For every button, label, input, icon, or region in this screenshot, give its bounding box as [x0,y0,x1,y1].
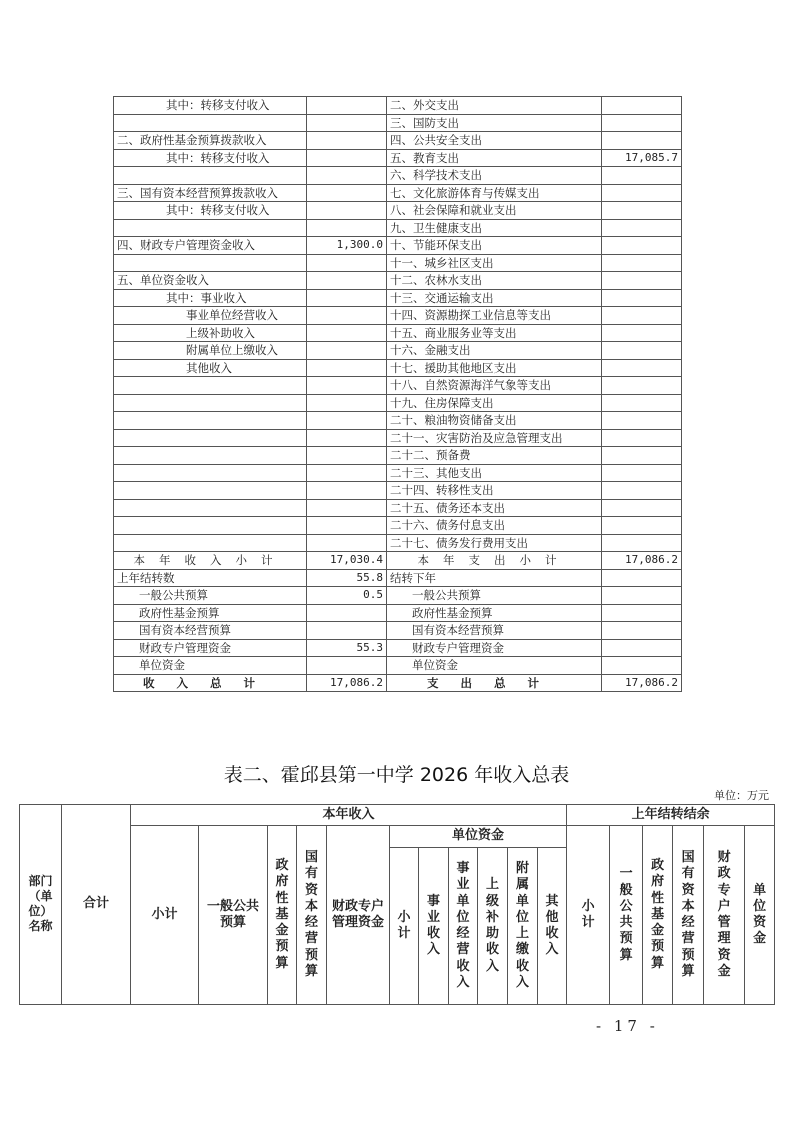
table-row [114,464,682,482]
expense-item-value [602,534,682,552]
table-row [114,289,682,307]
expense-item-label: 十六、金融支出 [387,342,602,360]
expense-item-value [602,97,682,115]
header-dept-name: 部门（单位）名称 [20,805,62,1005]
carryover-income-value [307,604,387,622]
income-item-label [114,447,307,465]
income-item-label: 其中：转移支付收入 [114,149,307,167]
expense-item-label: 四、公共安全支出 [387,132,602,150]
table-row [114,184,682,202]
carryover-row [114,604,682,622]
expense-item-label: 二十三、其他支出 [387,464,602,482]
expense-item-value [602,184,682,202]
income-item-label [114,517,307,535]
table-row [114,149,682,167]
income-item-value [307,464,387,482]
income-item-label [114,429,307,447]
header-py-unit-funds: 单位资金 [745,826,775,1005]
expense-item-value [602,114,682,132]
income-item-value [307,342,387,360]
expense-item-value [602,272,682,290]
income-item-label: 附属单位上缴收入 [114,342,307,360]
page-number: - 17 - [596,1017,659,1035]
income-item-value: 1,300.0 [307,237,387,255]
table-row [114,534,682,552]
table-row [114,447,682,465]
income-item-value [307,324,387,342]
income-item-value [307,482,387,500]
income-subtotal-value: 17,030.4 [307,552,387,570]
expense-item-label: 九、卫生健康支出 [387,219,602,237]
carryover-income-value [307,622,387,640]
table-row [114,97,682,115]
table-row [114,342,682,360]
income-item-label: 上级补助收入 [114,324,307,342]
income-total-label: 收入总计 [114,674,307,692]
table-row [114,202,682,220]
expense-item-label: 二十、粮油物资储备支出 [387,412,602,430]
carryover-income-label: 国有资本经营预算 [114,622,307,640]
income-item-value [307,132,387,150]
expense-subtotal-label: 本年支出小计 [387,552,602,570]
expense-item-value [602,167,682,185]
expense-item-value [602,412,682,430]
header-total: 合计 [62,805,131,1005]
header-uf-operating: 事业单位经营收入 [449,848,478,1005]
table-row [114,167,682,185]
expense-item-value [602,429,682,447]
expense-item-label: 十三、交通运输支出 [387,289,602,307]
carryover-income-value: 55.3 [307,639,387,657]
expense-item-label: 二、外交支出 [387,97,602,115]
income-item-value [307,359,387,377]
table-row [114,482,682,500]
table-row [114,114,682,132]
income-item-value [307,447,387,465]
carryover-income-label: 政府性基金预算 [114,604,307,622]
income-item-label: 其中：转移支付收入 [114,97,307,115]
expense-item-label: 八、社会保障和就业支出 [387,202,602,220]
income-item-label: 五、单位资金收入 [114,272,307,290]
header-py-state-capital: 国有资本经营预算 [673,826,704,1005]
income-item-label [114,482,307,500]
expense-item-value [602,464,682,482]
header-cy-subtotal: 小计 [131,826,199,1005]
header-py-gov-fund: 政府性基金预算 [643,826,673,1005]
expense-item-value [602,289,682,307]
expense-item-label: 六、科学技术支出 [387,167,602,185]
income-item-value [307,377,387,395]
expense-item-label: 七、文化旅游体育与传媒支出 [387,184,602,202]
income-subtotal-label: 本年收入小计 [114,552,307,570]
header-cy-gov-fund: 政府性基金预算 [268,826,297,1005]
table-row [114,517,682,535]
table-row [114,429,682,447]
expense-item-label: 二十五、债务还本支出 [387,499,602,517]
income-item-value [307,307,387,325]
expense-item-value [602,324,682,342]
income-summary-table [19,804,775,1005]
header-uf-subtotal: 小计 [390,848,419,1005]
table-row [114,377,682,395]
table-row [114,219,682,237]
header-cy-fiscal-special: 财政专户管理资金 [327,826,390,1005]
header-uf-other: 其他收入 [538,848,567,1005]
table-row [114,499,682,517]
carryover-row [114,587,682,605]
income-item-label: 其中：转移支付收入 [114,202,307,220]
expense-item-value [602,219,682,237]
total-row [114,674,682,692]
income-item-value [307,289,387,307]
income-item-label [114,167,307,185]
income-item-label: 其中：事业收入 [114,289,307,307]
income-item-label: 四、财政专户管理资金收入 [114,237,307,255]
carryover-row [114,622,682,640]
carryover-expense-label: 结转下年 [387,569,602,587]
table-row [114,359,682,377]
expense-item-value: 17,085.7 [602,149,682,167]
expense-item-label: 十九、住房保障支出 [387,394,602,412]
income-item-value [307,272,387,290]
income-item-value [307,517,387,535]
table-row [114,307,682,325]
expense-item-value [602,377,682,395]
income-item-value [307,219,387,237]
table-row [114,237,682,255]
carryover-expense-value [602,604,682,622]
expense-item-label: 十五、商业服务业等支出 [387,324,602,342]
income-item-label: 三、国有资本经营预算拨款收入 [114,184,307,202]
carryover-row [114,569,682,587]
expense-item-label: 十一、城乡社区支出 [387,254,602,272]
header-cy-general: 一般公共预算 [199,826,268,1005]
income-item-value [307,114,387,132]
income-item-label [114,534,307,552]
expense-item-label: 二十六、债务付息支出 [387,517,602,535]
income-item-label: 其他收入 [114,359,307,377]
expense-total-value: 17,086.2 [602,674,682,692]
header-py-fiscal-special: 财政专户管理资金 [704,826,745,1005]
header-unit-funds: 单位资金 [390,826,567,848]
header-py-general: 一般公共预算 [610,826,643,1005]
carryover-expense-label: 单位资金 [387,657,602,675]
budget-summary-table [113,96,682,692]
table-row [114,394,682,412]
table-row [114,412,682,430]
expense-item-value [602,394,682,412]
income-item-value [307,149,387,167]
header-uf-affiliated: 附属单位上缴收入 [508,848,538,1005]
expense-item-value [602,202,682,220]
income-item-label [114,219,307,237]
carryover-income-value: 55.8 [307,569,387,587]
carryover-expense-label: 一般公共预算 [387,587,602,605]
subtotal-row [114,552,682,570]
income-table-title: 表二、霍邱县第一中学 2026 年收入总表 [223,764,570,786]
expense-item-value [602,447,682,465]
expense-item-label: 二十四、转移性支出 [387,482,602,500]
carryover-income-label: 上年结转数 [114,569,307,587]
income-total-value: 17,086.2 [307,674,387,692]
expense-item-label: 十八、自然资源海洋气象等支出 [387,377,602,395]
income-item-label [114,394,307,412]
header-py-subtotal: 小计 [567,826,610,1005]
income-item-value [307,412,387,430]
carryover-income-value: 0.5 [307,587,387,605]
carryover-row [114,657,682,675]
header-prior-year-carryover: 上年结转结余 [567,805,775,826]
expense-item-value [602,482,682,500]
expense-item-label: 二十一、灾害防治及应急管理支出 [387,429,602,447]
table-row [114,254,682,272]
unit-label: 单位：万元 [714,789,769,802]
expense-item-value [602,237,682,255]
expense-item-label: 十、节能环保支出 [387,237,602,255]
carryover-income-value [307,657,387,675]
expense-item-label: 十七、援助其他地区支出 [387,359,602,377]
income-item-value [307,534,387,552]
income-item-label [114,464,307,482]
expense-item-value [602,132,682,150]
carryover-expense-value [602,657,682,675]
expense-item-label: 五、教育支出 [387,149,602,167]
expense-item-label: 三、国防支出 [387,114,602,132]
expense-item-value [602,499,682,517]
carryover-expense-value [602,587,682,605]
expense-item-label: 十二、农林水支出 [387,272,602,290]
header-cy-state-capital: 国有资本经营预算 [297,826,327,1005]
expense-total-label: 支出总计 [387,674,602,692]
income-item-value [307,429,387,447]
carryover-expense-label: 政府性基金预算 [387,604,602,622]
income-item-value [307,97,387,115]
expense-item-value [602,359,682,377]
carryover-expense-value [602,639,682,657]
expense-subtotal-value: 17,086.2 [602,552,682,570]
table-row [114,272,682,290]
income-item-value [307,167,387,185]
header-current-year-income: 本年收入 [131,805,567,826]
income-item-label: 二、政府性基金预算拨款收入 [114,132,307,150]
income-item-label: 事业单位经营收入 [114,307,307,325]
header-uf-business: 事业收入 [419,848,449,1005]
income-item-value [307,254,387,272]
carryover-expense-value [602,569,682,587]
carryover-income-label: 单位资金 [114,657,307,675]
header-uf-superior: 上级补助收入 [478,848,508,1005]
table-row [114,324,682,342]
expense-item-value [602,254,682,272]
carryover-expense-value [602,622,682,640]
carryover-income-label: 一般公共预算 [114,587,307,605]
expense-item-label: 二十七、债务发行费用支出 [387,534,602,552]
expense-item-value [602,517,682,535]
income-item-value [307,394,387,412]
income-item-label [114,377,307,395]
expense-item-value [602,307,682,325]
income-item-label [114,254,307,272]
carryover-expense-label: 国有资本经营预算 [387,622,602,640]
income-item-value [307,184,387,202]
expense-item-label: 十四、资源勘探工业信息等支出 [387,307,602,325]
income-item-value [307,499,387,517]
income-item-label [114,412,307,430]
expense-item-value [602,342,682,360]
income-item-label [114,114,307,132]
income-item-label [114,499,307,517]
carryover-row [114,639,682,657]
carryover-income-label: 财政专户管理资金 [114,639,307,657]
table-row [114,132,682,150]
carryover-expense-label: 财政专户管理资金 [387,639,602,657]
income-item-value [307,202,387,220]
expense-item-label: 二十二、预备费 [387,447,602,465]
